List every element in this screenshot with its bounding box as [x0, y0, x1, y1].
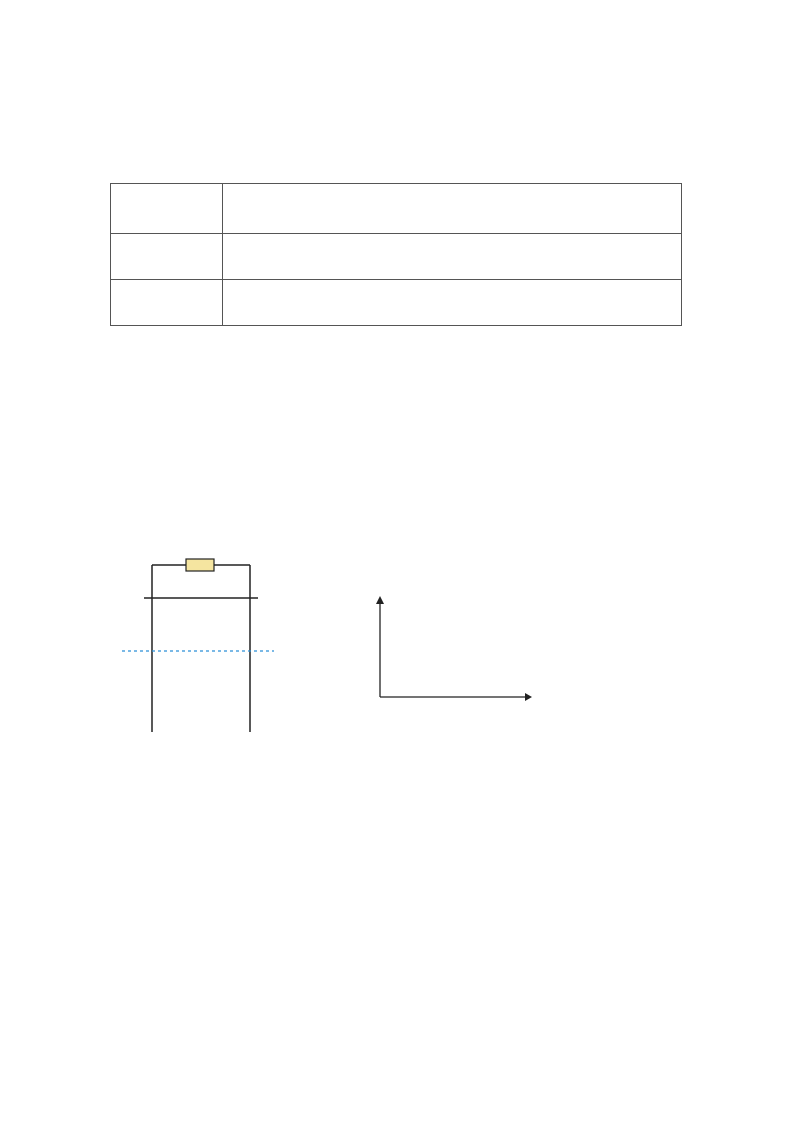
vt-graph [345, 588, 535, 778]
table-goal-cell [111, 280, 223, 326]
goals-table [110, 183, 682, 326]
table-content-cell [223, 234, 682, 280]
x-axis-arrow-icon [525, 693, 532, 701]
table-goal-cell [111, 234, 223, 280]
table-header-goal [111, 184, 223, 234]
y-axis-arrow-icon [376, 596, 384, 604]
table-content-cell [223, 280, 682, 326]
table-header-content [223, 184, 682, 234]
circuit-diagram [118, 552, 288, 777]
table-row [111, 280, 682, 326]
table-row [111, 234, 682, 280]
table-header-row [111, 184, 682, 234]
resistor-icon [186, 559, 214, 571]
